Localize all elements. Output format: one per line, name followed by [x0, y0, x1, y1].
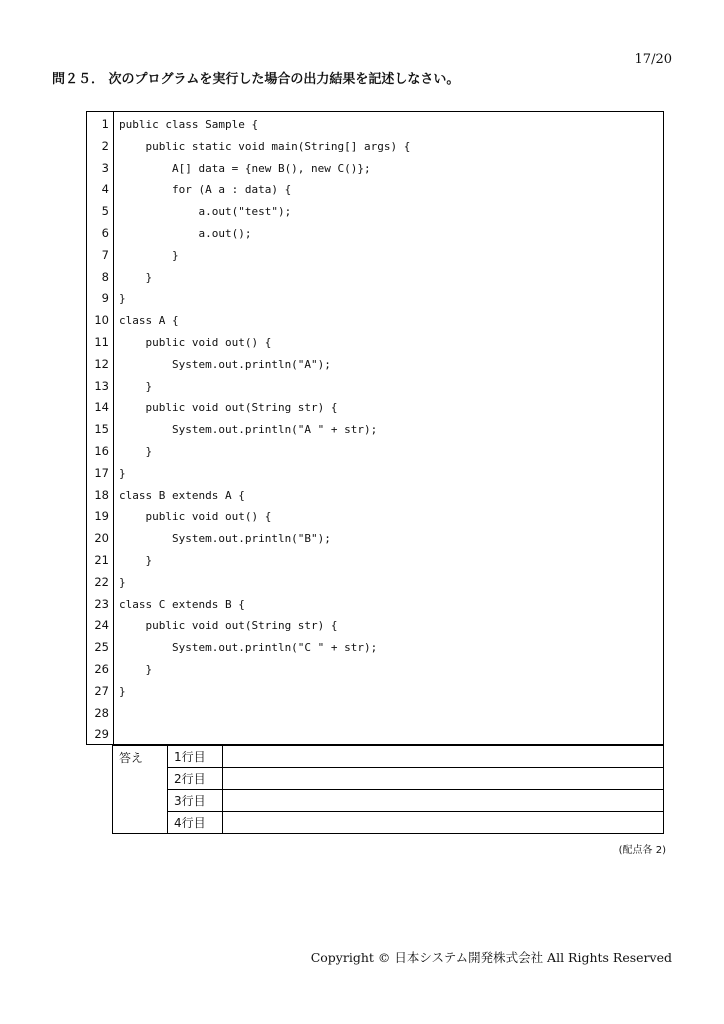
answer-row-label: 3行目	[168, 790, 223, 812]
line-number: 5	[101, 204, 109, 219]
answer-input-2[interactable]	[223, 768, 664, 790]
points-note: (配点各 2)	[618, 845, 666, 856]
code-text: public void out() {	[119, 510, 272, 524]
code-text: public static void main(String[] args) {	[119, 139, 411, 153]
answer-row-label: 4行目	[168, 812, 223, 834]
answer-row	[113, 768, 664, 790]
line-number: 8	[101, 269, 109, 284]
code-line	[87, 223, 663, 245]
code-text: public void out(String str) {	[119, 619, 338, 633]
code-line	[87, 550, 663, 572]
code-line	[87, 441, 663, 463]
code-text: A[] data = {new B(), new C()};	[119, 161, 371, 175]
line-number: 22	[94, 574, 109, 589]
code-text: }	[119, 684, 126, 698]
line-number: 2	[101, 138, 109, 153]
code-text: for (A a : data) {	[119, 183, 292, 197]
code-text: a.out();	[119, 227, 252, 240]
line-number: 4	[101, 182, 109, 197]
code-text: }	[119, 575, 126, 589]
answer-input-4[interactable]	[223, 812, 664, 834]
answer-row-label: 2行目	[168, 768, 223, 790]
page-number: 17/20	[634, 52, 672, 67]
code-line	[87, 485, 663, 507]
code-line	[87, 463, 663, 485]
code-text: System.out.println("A");	[119, 357, 331, 371]
line-number: 15	[94, 422, 109, 437]
code-line	[87, 615, 663, 637]
line-number: 11	[94, 335, 109, 349]
code-text: }	[119, 445, 153, 458]
code-line	[87, 681, 663, 703]
code-text: System.out.println("B");	[119, 532, 331, 546]
code-line	[87, 245, 663, 267]
line-number: 21	[94, 553, 109, 567]
code-line	[87, 376, 663, 398]
line-number: 24	[94, 618, 109, 633]
code-line	[87, 506, 663, 528]
line-number: 12	[94, 356, 109, 371]
code-text: public void out(String str) {	[119, 401, 338, 415]
code-text: }	[119, 466, 126, 480]
code-line	[87, 114, 663, 136]
line-number: 10	[94, 313, 109, 328]
code-listing	[86, 111, 664, 745]
code-text: a.out("test");	[119, 205, 292, 219]
code-line	[87, 158, 663, 180]
line-number: 13	[94, 378, 109, 393]
answer-row	[113, 812, 664, 834]
code-text: }	[119, 379, 153, 393]
code-line	[87, 528, 663, 550]
line-number: 3	[101, 160, 109, 175]
code-line	[87, 267, 663, 289]
code-line	[87, 310, 663, 332]
code-line	[87, 594, 663, 616]
code-text: System.out.println("C " + str);	[119, 641, 378, 655]
line-number: 1	[101, 117, 109, 131]
line-number: 18	[94, 487, 109, 502]
code-line	[87, 724, 663, 746]
line-number: 29	[94, 727, 109, 742]
line-number: 25	[94, 640, 109, 655]
code-line	[87, 136, 663, 158]
code-text: class A {	[119, 314, 179, 328]
code-text: }	[119, 554, 153, 567]
code-text: }	[119, 292, 126, 306]
line-number: 19	[94, 509, 109, 524]
code-line	[87, 659, 663, 681]
code-text: }	[119, 270, 153, 284]
line-number: 7	[101, 247, 109, 262]
line-number: 20	[94, 531, 109, 546]
line-number: 23	[94, 596, 109, 611]
line-number: 27	[94, 683, 109, 698]
code-line	[87, 179, 663, 201]
code-text: public class Sample {	[119, 118, 259, 131]
code-line	[87, 288, 663, 310]
copyright-footer: Copyright © 日本システム開発株式会社 All Rights Reserved	[310, 950, 672, 965]
answer-row	[113, 746, 664, 768]
line-number: 14	[94, 400, 109, 415]
answer-row-label: 1行目	[168, 746, 223, 768]
line-number: 26	[94, 662, 109, 676]
code-line	[87, 397, 663, 419]
code-text: System.out.println("A " + str);	[119, 423, 378, 437]
line-number: 6	[101, 226, 109, 240]
question-title: 問２５． 次のプログラムを実行した場合の出力結果を記述しなさい。	[52, 72, 460, 87]
code-line	[87, 572, 663, 594]
answer-label: 答え	[113, 746, 168, 834]
answer-input-3[interactable]	[223, 790, 664, 812]
code-text: class B extends A {	[119, 488, 245, 502]
code-text: }	[119, 248, 179, 262]
code-line	[87, 419, 663, 441]
code-line	[87, 637, 663, 659]
code-text: class C extends B {	[119, 597, 245, 611]
code-line	[87, 201, 663, 223]
line-number: 16	[94, 444, 109, 458]
line-number: 9	[101, 291, 109, 306]
code-line	[87, 703, 663, 725]
code-text: }	[119, 663, 153, 676]
answer-row	[113, 790, 664, 812]
line-number: 17	[94, 465, 109, 480]
answer-input-1[interactable]	[223, 746, 664, 768]
code-text: public void out() {	[119, 336, 272, 349]
code-line	[87, 354, 663, 376]
line-number: 28	[94, 705, 109, 720]
code-line	[87, 332, 663, 354]
answer-table	[112, 745, 664, 834]
